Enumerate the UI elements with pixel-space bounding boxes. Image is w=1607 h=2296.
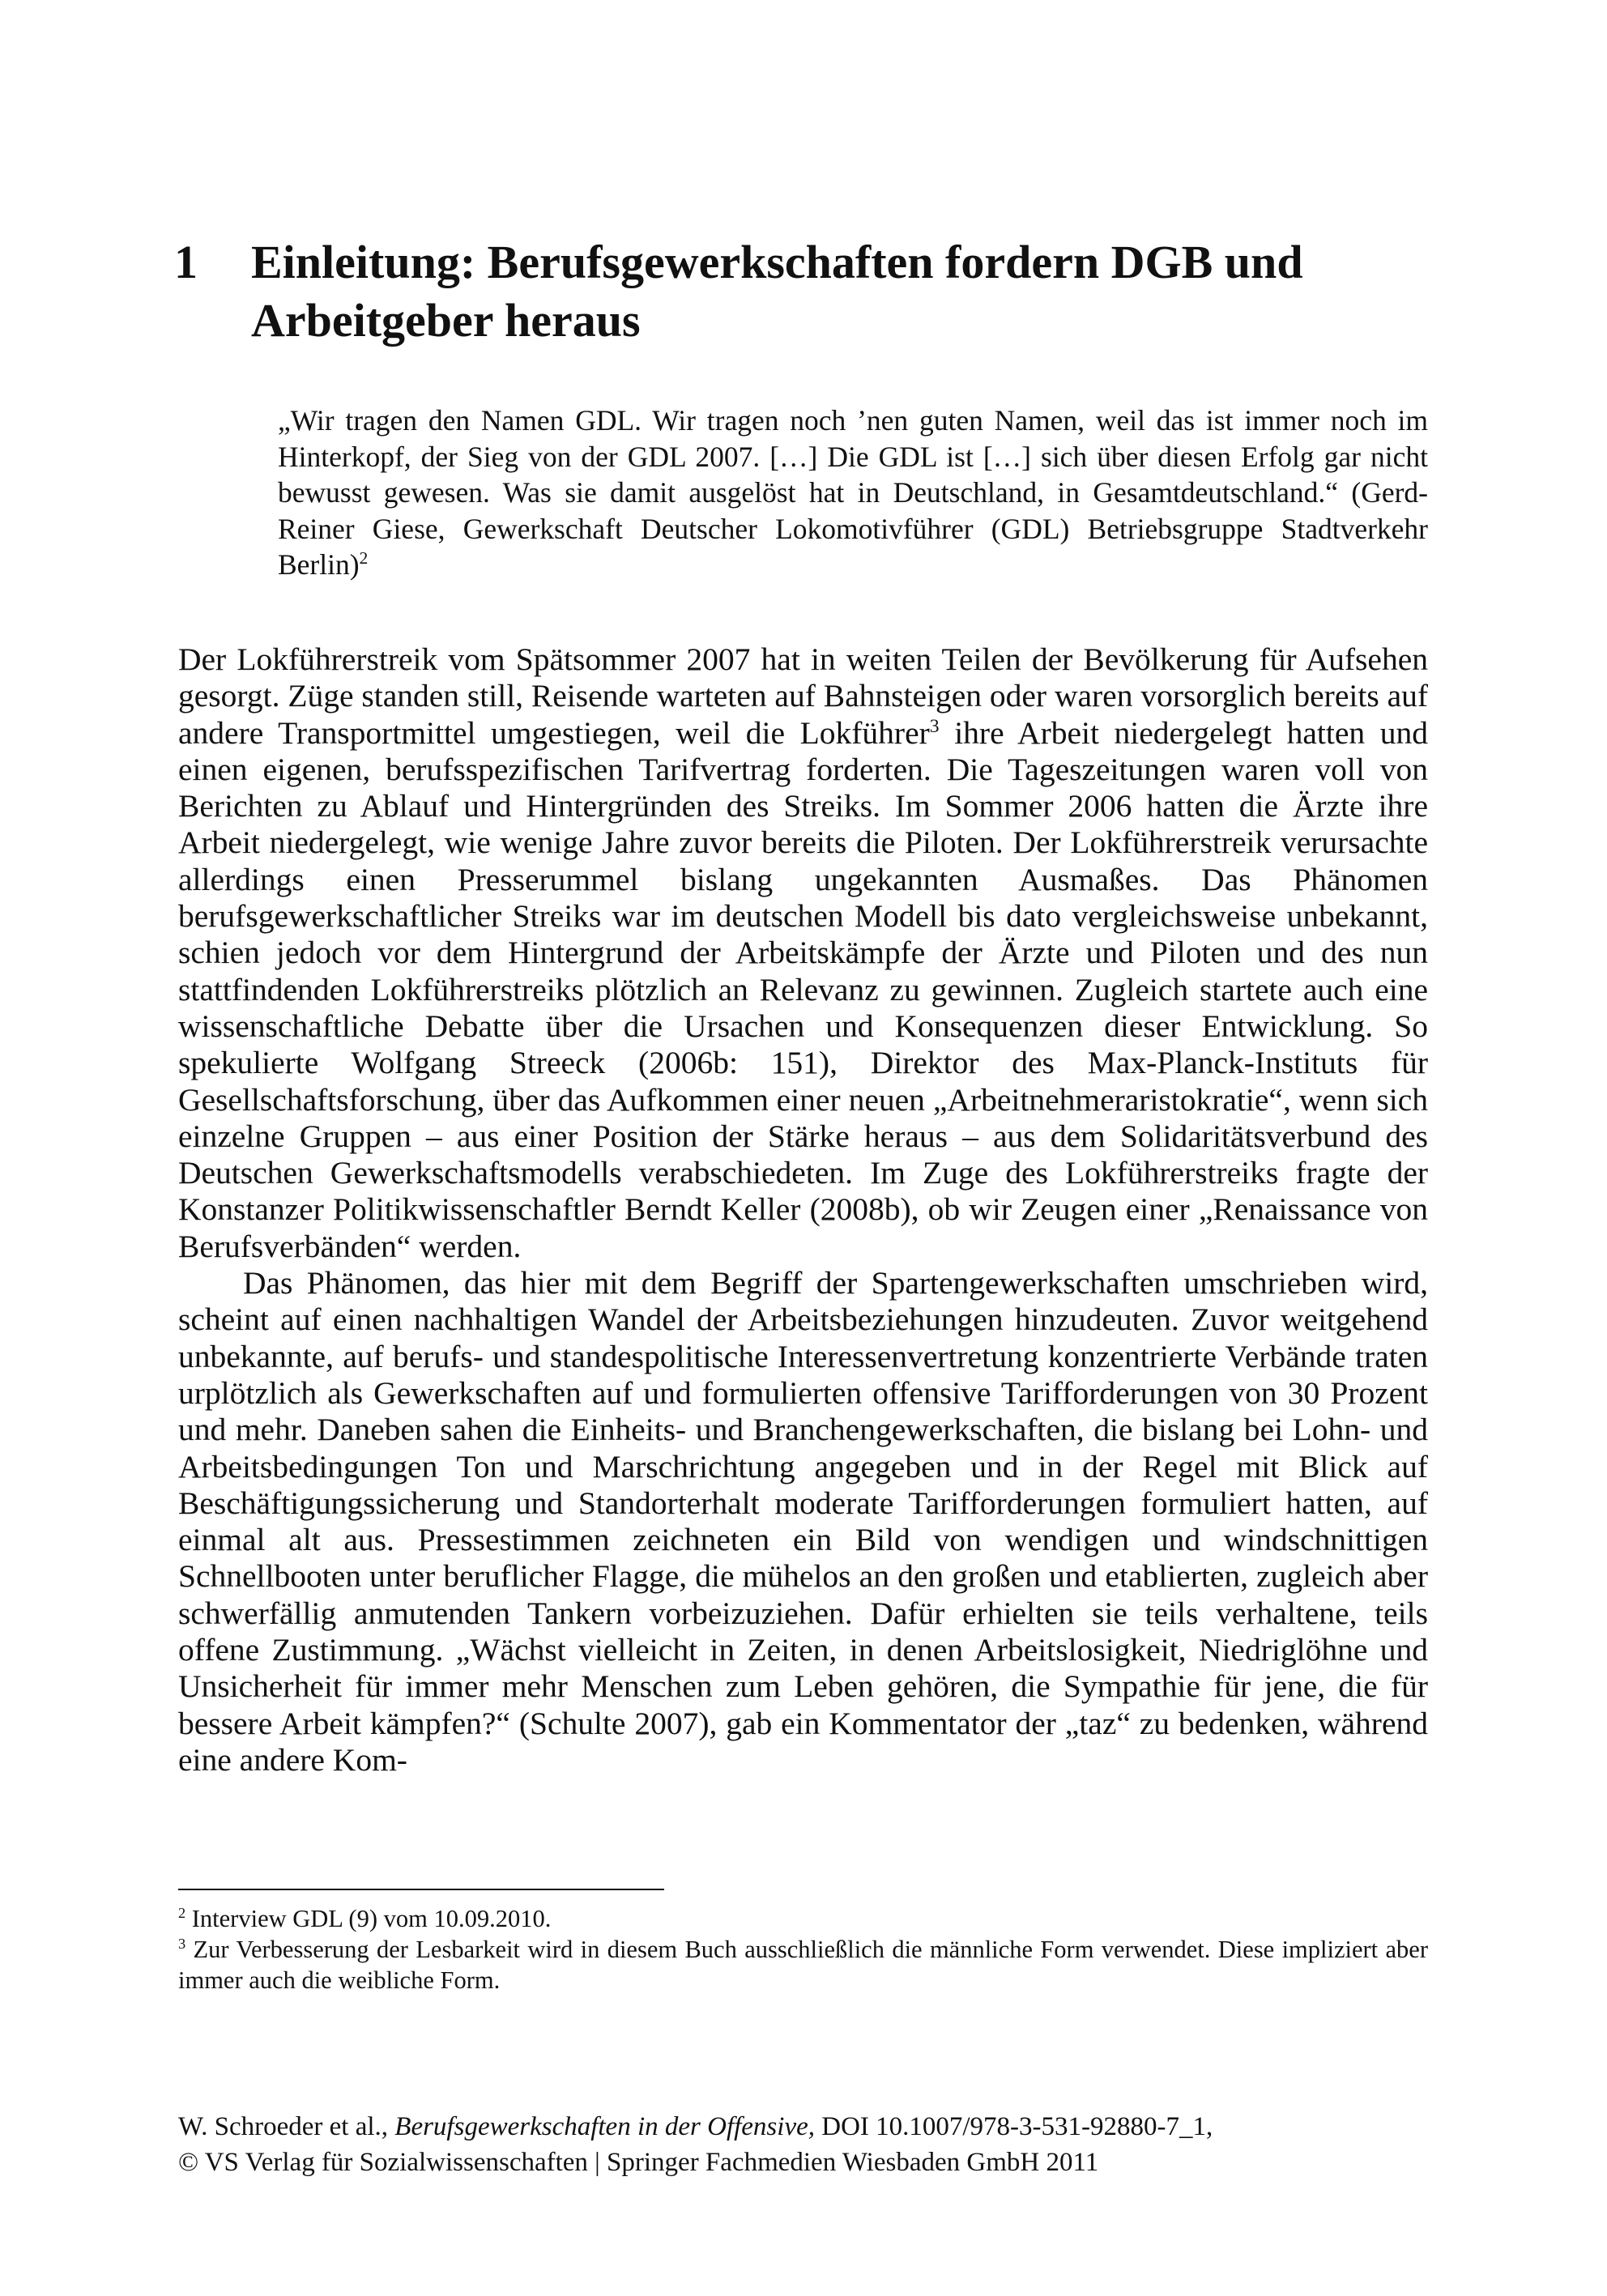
citation-book-title: Berufsgewerkschaften in der Offensive,	[394, 2112, 815, 2141]
paragraph-1-part-b: ihre Arbeit niedergelegt hatten und einen eigenen, berufsspezifischen Tarifvertrag forderten. Die Tageszeitungen waren voll von Berichten zu Ablauf und Hintergründen des Streiks. Im Sommer 2006 hatten die Ärzte ihre Arbeit niedergelegt, wie wenige Jahre zuvor bereits die Piloten. Der Lokführerstreik verursachte allerdings einen Presserummel bislang ungekannten Ausmaßes. Das Phänomen berufsgewerkschaftlicher Streiks war im deutschen Modell bis dato vergleichsweise unbekannt, schien jedoch vor dem Hintergrund der Arbeitskämpfe der Ärzte und Piloten und des nun stattfindenden Lokführerstreiks plötzlich an Relevanz zu gewinnen. Zugleich startete auch eine wissenschaftliche Debatte über die Ursachen und Konsequenzen dieser Entwicklung. So spekulierte Wolfgang Streeck (2006b: 151), Direktor des Max-Planck-Instituts für Gesellschaftsforschung, über das Aufkommen einer neuen „Arbeitnehmeraristokratie“, wenn sich einzelne Gruppen – aus einer Position der Stärke heraus – aus dem Solidaritätsverbund des Deutschen Gewerkschaftsmodells verabschiedeten. Im Zuge des Lokführerstreiks fragte der Konstanzer Politikwissenschaftler Berndt Keller (2008b), ob wir Zeugen einer „Renaissance von Berufsverbänden“ werden.	[178, 714, 1428, 1264]
footnote-divider	[178, 1889, 664, 1890]
citation-doi[interactable]: DOI 10.1007/978-3-531-92880-7_1,	[814, 2112, 1213, 2141]
footnote-text: Interview GDL (9) vom 10.09.2010.	[185, 1905, 552, 1932]
paragraph-1	[178, 641, 1428, 1265]
citation-line	[178, 2109, 1428, 2145]
imprint	[178, 2109, 1428, 2180]
chapter-title: Einleitung: Berufsgewerkschaften fordern DGB und Arbeitgeber heraus	[251, 236, 1303, 347]
citation-authors: W. Schroeder et al.,	[178, 2112, 395, 2141]
chapter-number: 1	[174, 236, 198, 288]
footnotes	[178, 1903, 1428, 1996]
footnote-mark: 3	[178, 1935, 186, 1952]
epigraph-text: „Wir tragen den Namen GDL. Wir tragen noch ’nen guten Namen, weil das ist immer noch im Hinterkopf, der Sieg von der GDL 2007. […] Die GDL ist […] sich über diesen Erfolg gar nicht bewusst gewesen. Was sie damit ausgelöst hat in Deutschland, in Gesamtdeutschland.“ (Gerd-Reiner Giese, Gewerkschaft Deutscher Lokomotivführer (GDL) Betriebsgruppe Stadtverkehr Berlin)	[278, 404, 1428, 581]
paragraph-1-part-a: Der Lokführerstreik vom Spätsommer 2007 hat in weiten Teilen der Bevölkerung für Aufsehen gesorgt. Züge standen still, Reisende warteten auf Bahnsteigen oder waren vorsorglich bereits auf andere Transportmittel umgestiegen, weil die Lokführer	[178, 641, 1428, 751]
body-text	[178, 641, 1428, 1778]
footnote-ref-2[interactable]: 2	[359, 548, 369, 569]
footnote-ref-3[interactable]: 3	[929, 715, 940, 737]
footnote-text: Zur Verbesserung der Lesbarkeit wird in diesem Buch ausschließlich die männliche Form verwendet. Diese impliziert aber immer auch die weibliche Form.	[178, 1936, 1428, 1994]
copyright-line: © VS Verlag für Sozialwissenschaften | Springer Fachmedien Wiesbaden GmbH 2011	[178, 2148, 1099, 2177]
footnote-mark: 2	[178, 1904, 186, 1921]
chapter-heading	[174, 233, 1438, 350]
footnote-3	[178, 1934, 1428, 1996]
paragraph-2: Das Phänomen, das hier mit dem Begriff der Spartengewerkschaften umschrieben wird, scheint auf einen nachhaltigen Wandel der Arbeitsbeziehungen hinzudeuten. Zuvor weitgehend unbekannte, auf berufs- und standespolitische Interessenvertretung konzentrierte Verbände traten urplötzlich als Gewerkschaften auf und formulierten offensive Tarifforderungen von 30 Prozent und mehr. Daneben sahen die Einheits- und Branchengewerkschaften, die bislang bei Lohn- und Arbeitsbedingungen Ton und Marschrichtung angegeben und in der Regel mit Blick auf Beschäftigungssicherung und Standorterhalt moderate Tarifforderungen formuliert hatten, auf einmal alt aus. Pressestimmen zeichneten ein Bild von wendigen und windschnittigen Schnellbooten unter beruflicher Flagge, die mühelos an den großen und etablierten, zugleich aber schwerfällig anmutenden Tankern vorbeizuziehen. Dafür erhielten sie teils verhaltene, teils offene Zustimmung. „Wächst vielleicht in Zeiten, in denen Arbeitslosigkeit, Niedriglöhne und Unsicherheit für immer mehr Menschen zum Leben gehören, die Sympathie für jene, die für bessere Arbeit kämpfen?“ (Schulte 2007), gab ein Kommentator der „taz“ zu bedenken, während eine andere Kom-	[178, 1265, 1428, 1778]
footnote-2	[178, 1903, 1428, 1934]
epigraph	[278, 403, 1428, 583]
